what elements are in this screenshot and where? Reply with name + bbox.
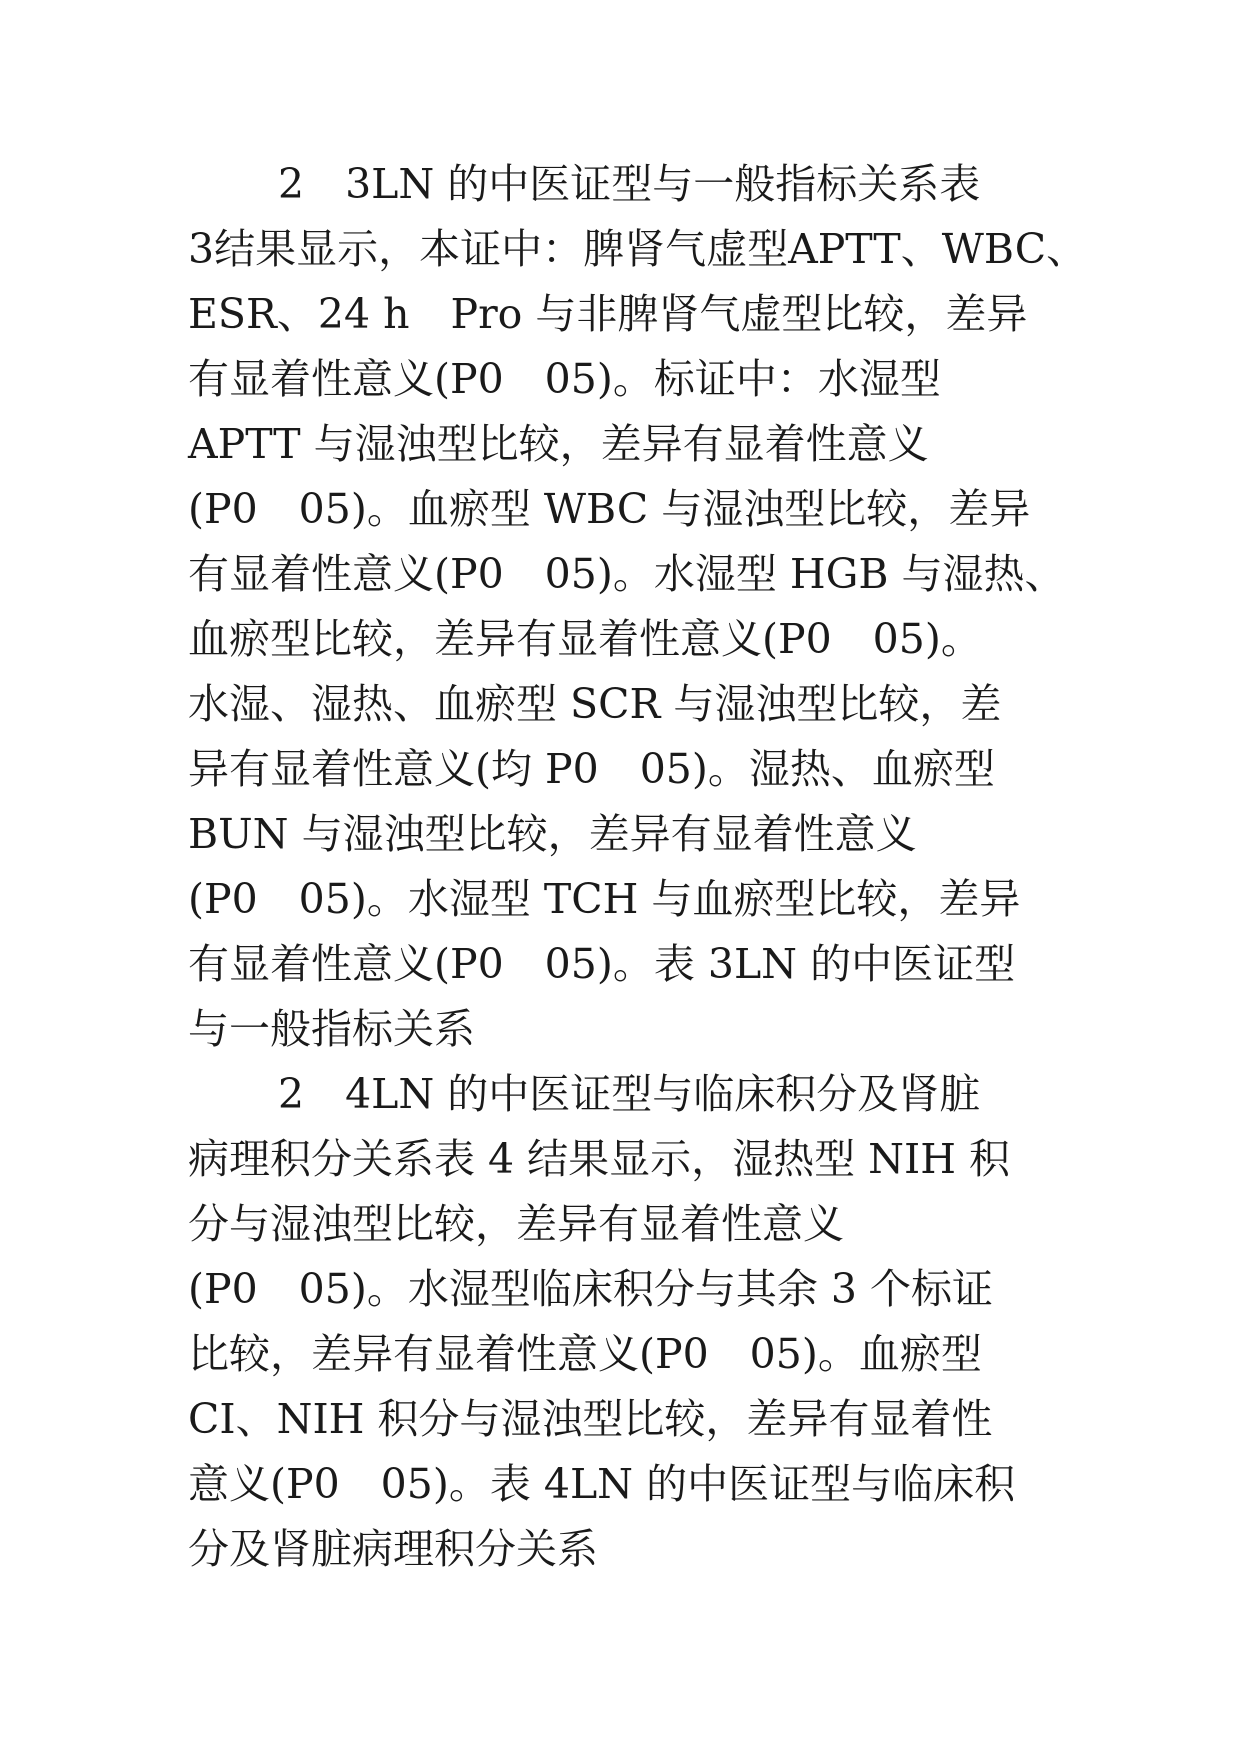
paragraph-line: (P0 05)。血瘀型 WBC 与湿浊型比较，差异 — [188, 485, 1031, 533]
body-text — [188, 152, 1088, 1582]
paragraph-line: ESR、24 h Pro 与非脾肾气虚型比较，差异 — [188, 290, 1028, 338]
paragraph-line: 与一般指标关系 — [188, 1005, 475, 1053]
section-heading-2-3: 2 3LN 的中医证型与一般指标关系表 — [278, 160, 981, 208]
paragraph-line: 水湿、湿热、血瘀型 SCR 与湿浊型比较，差 — [188, 680, 1002, 728]
paragraph-line: CI、NIH 积分与湿浊型比较，差异有显着性 — [188, 1395, 993, 1443]
paragraph-line: 血瘀型比较，差异有显着性意义(P0 05)。 — [188, 615, 982, 663]
paragraph-line: (P0 05)。水湿型 TCH 与血瘀型比较，差异 — [188, 875, 1021, 923]
paragraph-line: 病理积分关系表 4 结果显示，湿热型 NIH 积 — [188, 1135, 1011, 1183]
paragraph-line: BUN 与湿浊型比较，差异有显着性意义 — [188, 810, 917, 858]
paragraph-line: 有显着性意义(P0 05)。标证中：水湿型 — [188, 355, 941, 403]
paragraph-line: 异有显着性意义(均 P0 05)。湿热、血瘀型 — [188, 745, 995, 793]
paragraph-line: 比较，差异有显着性意义(P0 05)。血瘀型 — [188, 1330, 982, 1378]
paragraph-line: APTT 与湿浊型比较，差异有显着性意义 — [188, 420, 929, 468]
paragraph-line: 意义(P0 05)。表 4LN 的中医证型与临床积 — [188, 1460, 1016, 1508]
paragraph-line: 分及肾脏病理积分关系 — [188, 1525, 598, 1573]
section-heading-2-4: 2 4LN 的中医证型与临床积分及肾脏 — [278, 1070, 981, 1118]
paragraph-line: 有显着性意义(P0 05)。表 3LN 的中医证型 — [188, 940, 1016, 988]
paragraph-line: 有显着性意义(P0 05)。水湿型 HGB 与湿热、 — [188, 550, 1066, 598]
paragraph-line: (P0 05)。水湿型临床积分与其余 3 个标证 — [188, 1265, 993, 1313]
paragraph-line: 分与湿浊型比较，差异有显着性意义 — [188, 1200, 844, 1248]
paragraph-line: 3结果显示，本证中：脾肾气虚型APTT、WBC、 — [188, 225, 1088, 273]
